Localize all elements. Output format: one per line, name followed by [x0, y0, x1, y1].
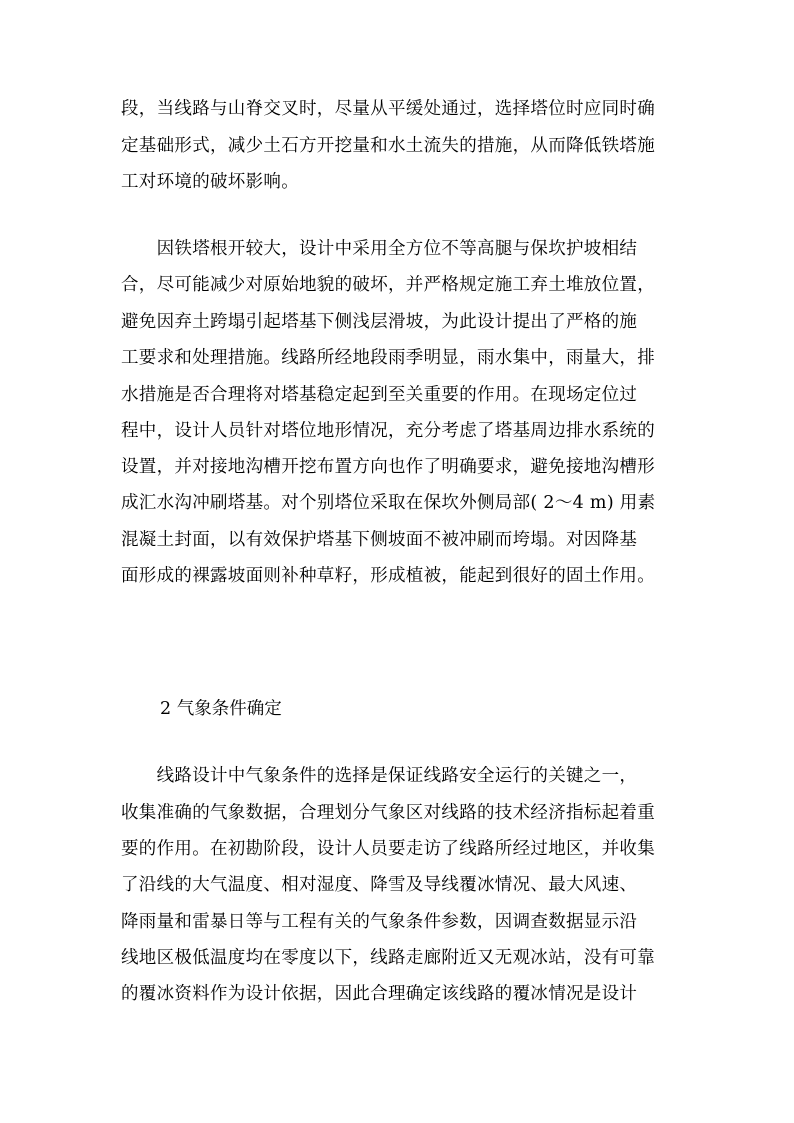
- text-line: 程中，设计人员针对塔位地形情况，充分考虑了塔基周边排水系统的: [121, 421, 655, 441]
- text-line: 合，尽可能减少对原始地貌的破坏，并严格规定施工弃土堆放位置，: [121, 275, 655, 295]
- section-heading: 2 气象条件确定: [160, 699, 282, 719]
- text-line: 收集准确的气象数据，合理划分气象区对线路的技术经济指标起着重: [121, 803, 655, 823]
- text-line: 混凝土封面，以有效保护塔基下侧坡面不被冲刷而垮塌。对因降基: [121, 530, 638, 550]
- text-line: 设置，并对接地沟槽开挖布置方向也作了明确要求，避免接地沟槽形: [121, 457, 655, 477]
- text-line: 的覆冰资料作为设计依据，因此合理确定该线路的覆冰情况是设计: [121, 984, 638, 1004]
- text-line: 水措施是否合理将对塔基稳定起到至关重要的作用。在现场定位过: [121, 385, 638, 405]
- text-line: 成汇水沟冲刷塔基。对个别塔位采取在保坎外侧局部( 2～4 m) 用素: [121, 493, 656, 513]
- text-line: 工要求和处理措施。线路所经地段雨季明显，雨水集中，雨量大，排: [121, 348, 655, 368]
- text-line: 了沿线的大气温度、相对湿度、降雪及导线覆冰情况、最大风速、: [121, 875, 638, 895]
- text-line: 避免因弃土跨塌引起塔基下侧浅层滑坡，为此设计提出了严格的施: [121, 312, 638, 332]
- text-line: 线路设计中气象条件的选择是保证线路安全运行的关键之一，: [121, 766, 638, 786]
- text-line: 段，当线路与山脊交叉时，尽量从平缓处通过，选择塔位时应同时确: [121, 99, 655, 119]
- text-line: 线地区极低温度均在零度以下，线路走廊附近又无观冰站，没有可靠: [121, 948, 655, 968]
- text-line: 因铁塔根开较大，设计中采用全方位不等高腿与保坎护坡相结: [121, 239, 638, 259]
- text-line: 面形成的裸露坡面则补种草籽，形成植被，能起到很好的固土作用。: [121, 566, 655, 586]
- text-line: 降雨量和雷暴日等与工程有关的气象条件参数，因调查数据显示沿: [121, 912, 638, 932]
- text-line: 要的作用。在初勘阶段，设计人员要走访了线路所经过地区，并收集: [121, 839, 655, 859]
- text-line: 工对环境的破坏影响。: [121, 172, 299, 192]
- text-line: 定基础形式，减少土石方开挖量和水土流失的措施，从而降低铁塔施: [121, 136, 655, 156]
